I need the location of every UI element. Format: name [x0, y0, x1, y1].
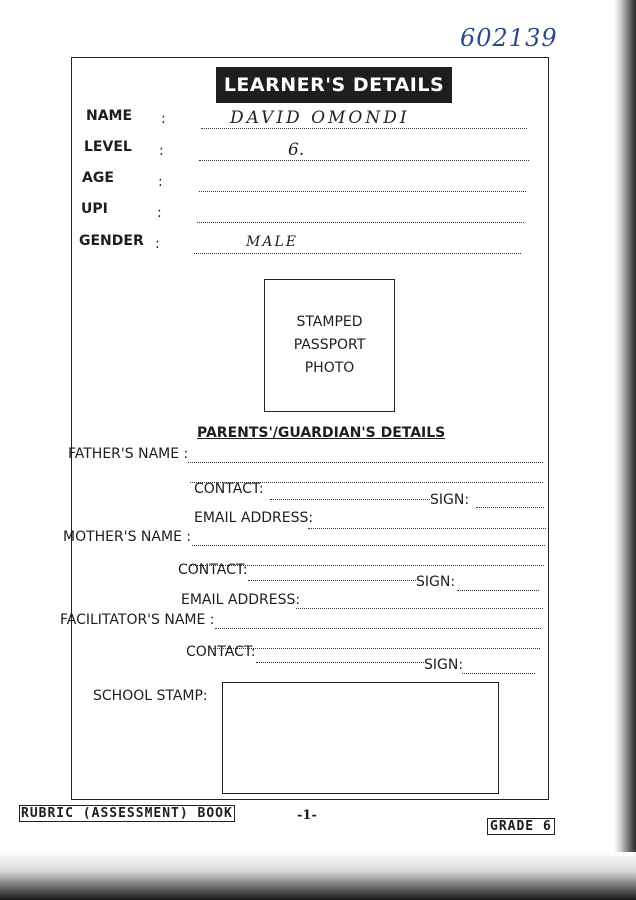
father-name-label: FATHER'S NAME :	[68, 446, 189, 462]
page-title: LEARNER'S DETAILS	[216, 67, 452, 103]
school-stamp-label: SCHOOL STAMP:	[93, 688, 208, 704]
age-colon: :	[158, 174, 163, 190]
upi-field-line[interactable]	[197, 222, 524, 223]
father-name-line[interactable]	[188, 462, 543, 463]
age-label: AGE	[82, 170, 114, 186]
age-field-line[interactable]	[199, 191, 526, 192]
level-colon: :	[159, 143, 164, 159]
facilitator-contact-label: CONTACT:	[186, 644, 256, 660]
level-value: 6.	[288, 140, 305, 160]
father-email-label: EMAIL ADDRESS:	[194, 510, 314, 526]
mother-email-line[interactable]	[296, 608, 543, 609]
gender-colon: :	[155, 236, 160, 252]
scan-edge-shadow	[614, 0, 636, 900]
mother-contact-line[interactable]	[248, 580, 416, 581]
photo-box-line3: PHOTO	[304, 360, 355, 376]
gender-label: GENDER	[79, 233, 144, 249]
gender-value: MALE	[246, 234, 298, 250]
father-contact-line[interactable]	[270, 499, 430, 500]
facilitator-name-line[interactable]	[215, 628, 541, 629]
grade-label: GRADE 6	[487, 818, 555, 835]
name-colon: :	[161, 111, 166, 127]
school-stamp-box	[222, 682, 499, 794]
gender-field-line[interactable]	[194, 253, 521, 254]
facilitator-name-line-2[interactable]	[213, 648, 540, 649]
upi-colon: :	[157, 205, 162, 221]
scan-bottom-shadow	[0, 852, 636, 900]
photo-box-line2: PASSPORT	[293, 337, 366, 353]
mother-sign-line[interactable]	[457, 590, 539, 591]
facilitator-sign-line[interactable]	[462, 673, 535, 674]
mother-contact-label: CONTACT:	[178, 562, 248, 578]
handwritten-document-number: 602139	[460, 24, 558, 52]
passport-photo-box	[264, 279, 395, 412]
father-email-line[interactable]	[308, 528, 546, 529]
mother-sign-label: SIGN:	[416, 574, 456, 590]
level-field-line[interactable]	[199, 160, 529, 161]
name-value: DAVID OMONDI	[230, 108, 410, 128]
mother-name-line[interactable]	[192, 545, 545, 546]
father-sign-label: SIGN:	[430, 492, 470, 508]
photo-box-line1: STAMPED	[296, 314, 363, 330]
name-label: NAME	[86, 108, 133, 124]
book-title: RUBRIC (ASSESSMENT) BOOK	[21, 806, 233, 821]
facilitator-contact-line[interactable]	[256, 662, 424, 663]
level-label: LEVEL	[84, 139, 132, 155]
facilitator-name-label: FACILITATOR'S NAME :	[60, 612, 215, 628]
father-contact-label: CONTACT:	[194, 481, 264, 497]
page-number: -1-	[297, 808, 317, 823]
name-field-line[interactable]	[201, 128, 527, 129]
mother-name-label: MOTHER'S NAME :	[63, 529, 192, 545]
upi-label: UPI	[81, 201, 108, 217]
parents-section-title: PARENTS'/GUARDIAN'S DETAILS	[197, 425, 446, 441]
father-sign-line[interactable]	[476, 507, 544, 508]
mother-email-label: EMAIL ADDRESS:	[181, 592, 301, 608]
facilitator-sign-label: SIGN:	[424, 657, 464, 673]
